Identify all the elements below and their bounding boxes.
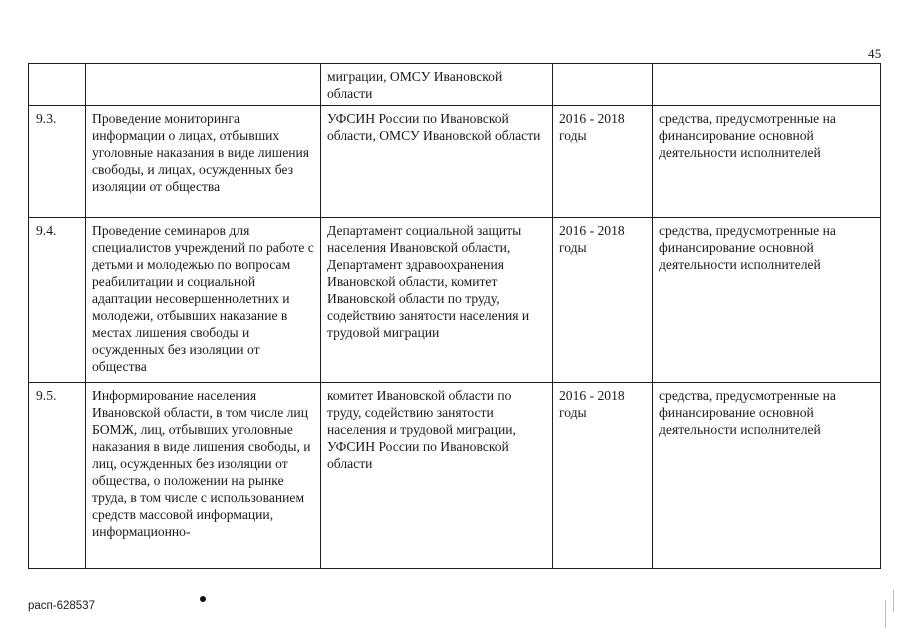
cell-number: 9.3. [29, 106, 86, 218]
cell-period: 2016 - 2018 годы [553, 218, 653, 383]
table-row [29, 218, 881, 383]
cell-funding: средства, предусмотренные на финансирование основной деятельности исполнителей [653, 106, 881, 218]
cell-period [553, 64, 653, 106]
table-row [29, 383, 881, 569]
scan-artifact-line [893, 590, 894, 612]
page-number: 45 [868, 46, 882, 61]
cell-executors: миграции, ОМСУ Ивановской области [321, 64, 553, 106]
cell-activity: Проведение семинаров для специалистов учреждений по работе с детьми и молодежью по вопросам реабилитации и социальной адаптации несовершеннолетних и молодежи, отбывших наказание в местах лишения свободы и осужденных без изоляции от общества [86, 218, 321, 383]
cell-executors: УФСИН России по Ивановской области, ОМСУ Ивановской области [321, 106, 553, 218]
table-row [29, 106, 881, 218]
cell-executors: комитет Ивановской области по труду, содействию занятости населения и трудовой миграции, УФСИН России по Ивановской области [321, 383, 553, 569]
cell-number: 9.4. [29, 218, 86, 383]
cell-period: 2016 - 2018 годы [553, 106, 653, 218]
table-row-continued [29, 64, 881, 106]
cell-activity: Информирование населения Ивановской области, в том числе лиц БОМЖ, лиц, отбывших уголовные наказания в виде лишения свободы, и лиц, осужденных без изоляции от общества, о положении на рынке труда, в том числе с использованием средств массовой информации, информационно- [86, 383, 321, 569]
cell-number: 9.5. [29, 383, 86, 569]
cell-period: 2016 - 2018 годы [553, 383, 653, 569]
cell-executors: Департамент социальной защиты населения Ивановской области, Департамент здравоохранения Ивановской области, комитет Ивановской области по труду, содействию занятости населения и трудовой миграции [321, 218, 553, 383]
cell-funding: средства, предусмотренные на финансирование основной деятельности исполнителей [653, 383, 881, 569]
cell-activity: Проведение мониторинга информации о лицах, отбывших уголовные наказания в виде лишения свободы, и лицах, осужденных без изоляции от общества [86, 106, 321, 218]
scan-artifact-dot [200, 596, 206, 602]
cell-funding: средства, предусмотренные на финансирование основной деятельности исполнителей [653, 218, 881, 383]
cell-funding [653, 64, 881, 106]
cell-number [29, 64, 86, 106]
document-code: расп-628537 [28, 600, 95, 612]
scan-artifact-line [885, 600, 886, 628]
program-activities-table [28, 63, 881, 569]
cell-activity [86, 64, 321, 106]
